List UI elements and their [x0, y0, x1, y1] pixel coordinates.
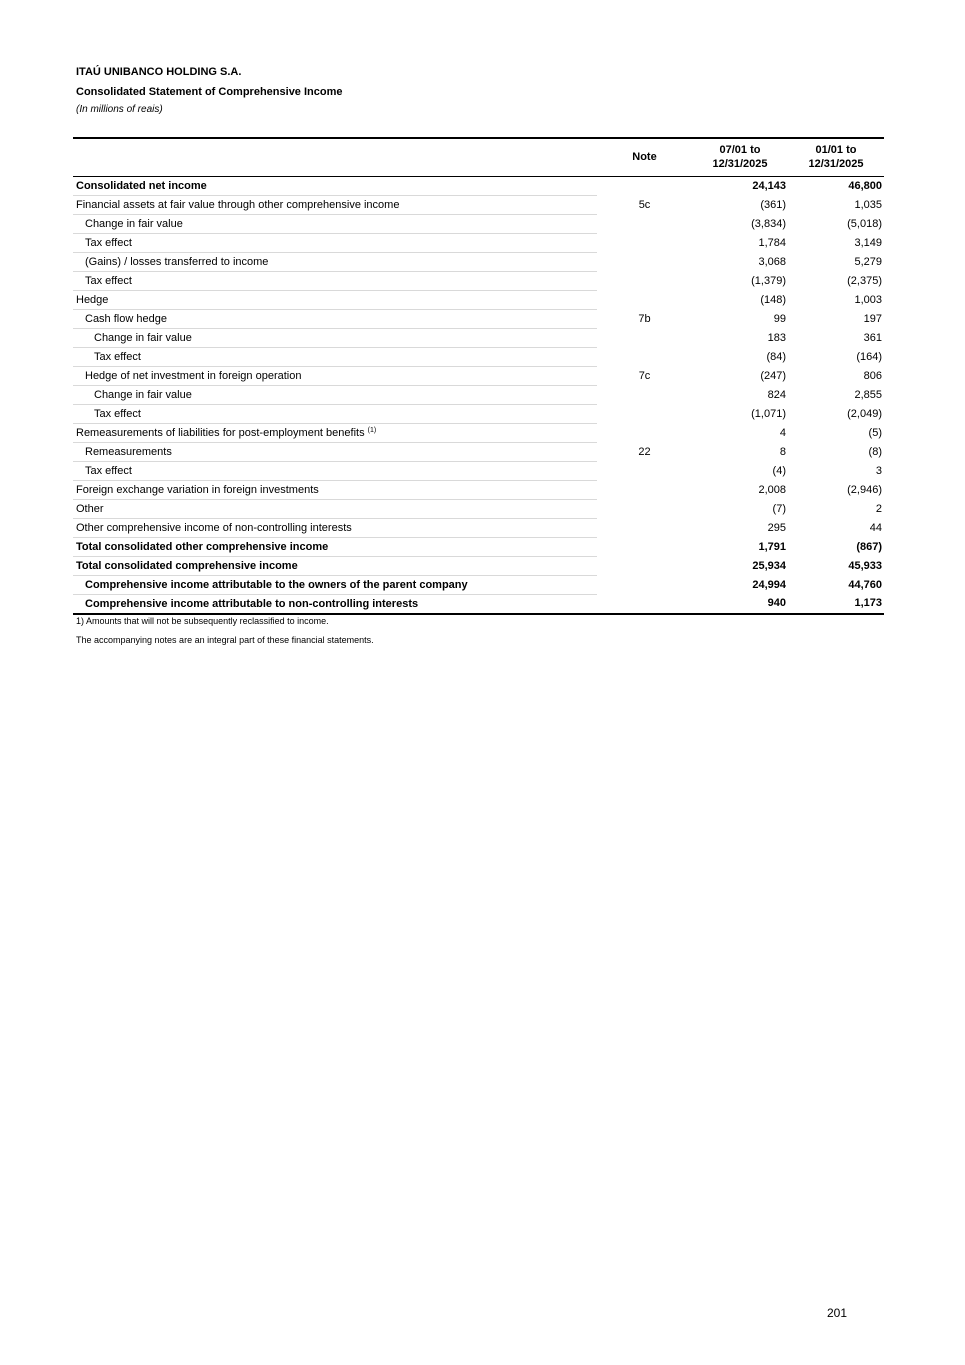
table-row: [73, 480, 884, 499]
page-number: 201: [827, 1306, 848, 1320]
row-label: Change in fair value: [73, 328, 597, 347]
row-value-period-1: 25,934: [752, 559, 786, 572]
row-value-period-1: 1,784: [758, 236, 786, 249]
table-row: [73, 328, 884, 347]
row-value-period-2: 197: [863, 312, 882, 325]
table-row: [73, 385, 884, 404]
row-note: [597, 176, 692, 195]
row-value-period-2: 44: [869, 521, 882, 534]
row-value-period-1: 824: [767, 388, 786, 401]
footnote: 1) Amounts that will not be subsequently reclassified to income.: [76, 616, 329, 626]
row-note: [597, 575, 692, 594]
row-value-period-2: 3: [875, 464, 882, 477]
row-label: Tax effect: [73, 404, 597, 423]
row-note: 7c: [638, 369, 651, 382]
row-value-period-1: (1,379): [751, 274, 786, 287]
row-note: [597, 252, 692, 271]
table-row: [73, 499, 884, 518]
table-header-row: [73, 138, 884, 176]
statement-title: Consolidated Statement of Comprehensive Income: [76, 86, 343, 98]
header-period-2: [788, 138, 884, 176]
row-note: [597, 385, 692, 404]
table-row: [73, 252, 884, 271]
row-label: Other: [73, 499, 597, 518]
row-value-period-2: 46,800: [848, 179, 882, 192]
row-value-period-2: 5,279: [854, 255, 882, 268]
row-value-period-2: 1,003: [854, 293, 882, 306]
table-row: [73, 537, 884, 556]
header-period-2-line2: 12/31/2025: [808, 158, 864, 171]
row-note: [597, 461, 692, 480]
row-label: Total consolidated other comprehensive income: [73, 537, 597, 556]
row-label: Tax effect: [73, 461, 597, 480]
row-note: [597, 594, 692, 614]
row-label: Change in fair value: [73, 214, 597, 233]
header-period-2-line1: 01/01 to: [815, 144, 857, 157]
row-note: [597, 271, 692, 290]
table-row: [73, 366, 884, 385]
footnote-marker: (1): [367, 426, 377, 434]
row-value-period-2: 361: [863, 331, 882, 344]
row-value-period-2: (867): [856, 540, 882, 553]
row-label: Total consolidated comprehensive income: [73, 556, 597, 575]
table-row: [73, 309, 884, 328]
row-note: [597, 480, 692, 499]
row-value-period-1: (84): [766, 350, 786, 363]
row-value-period-1: 1,791: [758, 540, 786, 553]
row-note: [597, 347, 692, 366]
row-note: [597, 328, 692, 347]
row-label: Tax effect: [73, 347, 597, 366]
table-row: [73, 423, 884, 442]
company-name: ITAÚ UNIBANCO HOLDING S.A.: [76, 66, 242, 78]
header-period-1-line1: 07/01 to: [719, 144, 761, 157]
row-note: [597, 518, 692, 537]
table-row: [73, 594, 884, 614]
row-label: (Gains) / losses transferred to income: [73, 252, 597, 271]
table-row: [73, 214, 884, 233]
row-value-period-1: 183: [767, 331, 786, 344]
row-value-period-1: 940: [692, 594, 788, 614]
row-label: Remeasurements: [73, 442, 597, 461]
row-value-period-2: 2: [875, 502, 882, 515]
row-value-period-2: 2,855: [854, 388, 882, 401]
row-note: 22: [638, 445, 651, 458]
row-value-period-2: (8): [868, 445, 882, 458]
row-label: Comprehensive income attributable to the owners of the parent company: [73, 575, 597, 594]
table-row: [73, 404, 884, 423]
row-value-period-1: 8: [779, 445, 786, 458]
row-note: 5c: [638, 198, 651, 211]
row-value-period-1: 3,068: [758, 255, 786, 268]
header-period-1-line2: 12/31/2025: [712, 158, 768, 171]
row-value-period-1: 4: [779, 426, 786, 439]
row-label: Comprehensive income attributable to non-controlling interests: [73, 594, 597, 614]
table-row: [73, 195, 884, 214]
table-row: [73, 290, 884, 309]
row-value-period-1: (247): [760, 369, 786, 382]
row-value-period-2: 1,173: [788, 594, 884, 614]
row-label-with-footnote: [73, 423, 597, 442]
row-note: [597, 556, 692, 575]
row-value-period-1: (7): [772, 502, 786, 515]
table-row: [73, 233, 884, 252]
row-note: [597, 290, 692, 309]
currency-unit-note: (In millions of reais): [76, 104, 163, 115]
header-period-1: [692, 138, 788, 176]
row-label: Consolidated net income: [73, 176, 597, 195]
table-row: [73, 271, 884, 290]
row-label: Hedge: [73, 290, 597, 309]
row-note: [597, 233, 692, 252]
row-note: [597, 404, 692, 423]
accompanying-notes-statement: The accompanying notes are an integral part of these financial statements.: [76, 635, 374, 645]
comprehensive-income-table: [73, 137, 884, 615]
row-note: [597, 423, 692, 442]
document-header: [76, 64, 343, 118]
header-label: [73, 138, 597, 176]
row-value-period-2: 806: [863, 369, 882, 382]
row-label: Tax effect: [73, 271, 597, 290]
table-row: [73, 176, 884, 195]
table-row: [73, 461, 884, 480]
row-value-period-1: (4): [772, 464, 786, 477]
row-value-period-1: (3,834): [751, 217, 786, 230]
table-row: [73, 347, 884, 366]
row-value-period-1: 99: [773, 312, 786, 325]
row-value-period-2: (2,049): [847, 407, 882, 420]
row-label: Foreign exchange variation in foreign investments: [73, 480, 597, 499]
row-label: Financial assets at fair value through other comprehensive income: [73, 195, 597, 214]
table-row: [73, 556, 884, 575]
row-label: Change in fair value: [73, 385, 597, 404]
row-value-period-1: 2,008: [758, 483, 786, 496]
row-label: Remeasurements of liabilities for post-employment benefits: [76, 426, 365, 439]
row-value-period-2: (2,375): [847, 274, 882, 287]
row-label: Other comprehensive income of non-controlling interests: [73, 518, 597, 537]
row-value-period-2: (5,018): [847, 217, 882, 230]
row-value-period-1: (1,071): [751, 407, 786, 420]
row-note: [597, 499, 692, 518]
row-value-period-2: (2,946): [847, 483, 882, 496]
row-label: Tax effect: [73, 233, 597, 252]
table-row: [73, 442, 884, 461]
row-label: Hedge of net investment in foreign operation: [73, 366, 597, 385]
row-value-period-1: 24,994: [752, 578, 786, 591]
row-value-period-1: (148): [760, 293, 786, 306]
row-note: 7b: [638, 312, 651, 325]
table-row: [73, 518, 884, 537]
row-value-period-2: (164): [856, 350, 882, 363]
row-label: Cash flow hedge: [73, 309, 597, 328]
row-value-period-2: (5): [868, 426, 882, 439]
row-value-period-2: 44,760: [848, 578, 882, 591]
header-note: Note: [597, 138, 692, 176]
row-value-period-2: 3,149: [854, 236, 882, 249]
row-note: [597, 537, 692, 556]
row-value-period-1: (361): [760, 198, 786, 211]
row-note: [597, 214, 692, 233]
row-value-period-2: 45,933: [848, 559, 882, 572]
row-value-period-1: 295: [767, 521, 786, 534]
row-value-period-2: 1,035: [854, 198, 882, 211]
table-row: [73, 575, 884, 594]
row-value-period-1: 24,143: [752, 179, 786, 192]
